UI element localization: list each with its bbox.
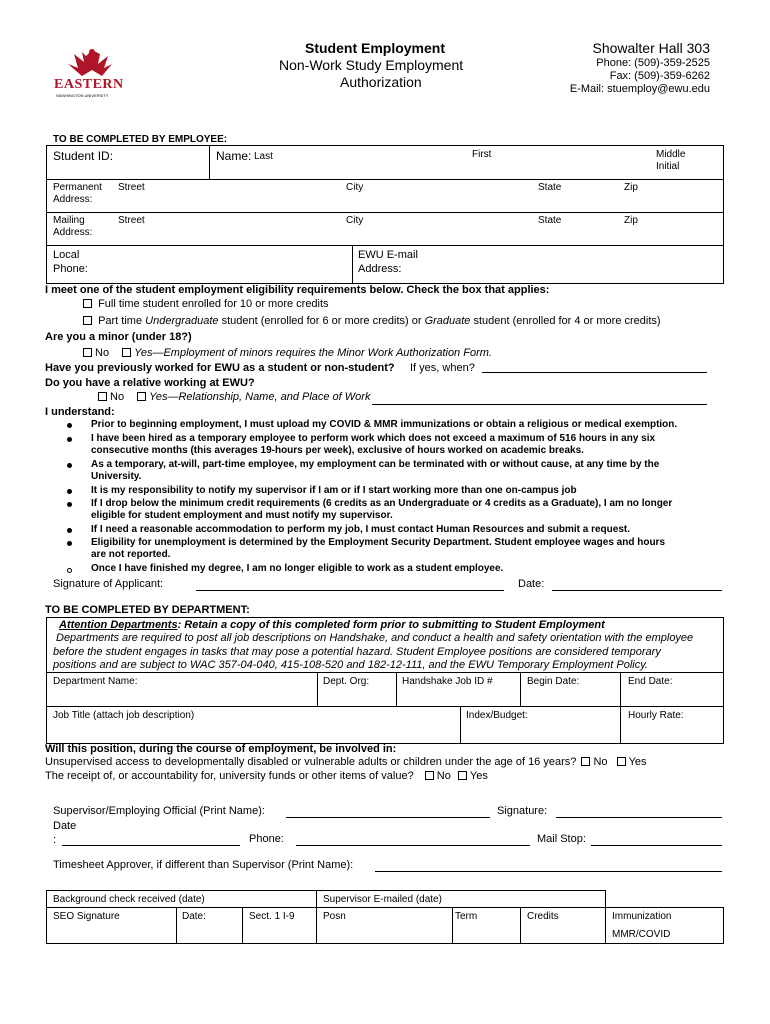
supervisor-name-line[interactable] [286,817,490,818]
office-date-field[interactable]: Date: [182,911,206,922]
understand-heading: I understand: [45,406,115,418]
attention-note [59,619,605,631]
supervisor-date-label: Date [53,820,77,832]
posn-field[interactable]: Posn [323,911,346,922]
previous-work-when-line[interactable] [482,372,707,373]
funds-yes-checkbox[interactable] [458,771,467,780]
point-hours-limit-cont: consecutive months (this averages 19-hours per week), exclusive of hours worked on academic breaks. [91,445,584,456]
timesheet-approver-label: Timesheet Approver, if different than Supervisor (Print Name): [53,859,354,871]
unsupervised-no-label: No [593,756,608,768]
logo-text: EASTERN [54,77,124,92]
last-name-label: Last [254,151,273,162]
part-time-option[interactable] [83,315,661,327]
attention-text: : Retain a copy of this completed form prior to submitting to Student Employment [177,619,605,631]
hourly-rate-field[interactable]: Hourly Rate: [628,710,684,721]
funds-no-label: No [436,770,451,782]
part-time-checkbox[interactable] [83,316,92,325]
point-accommodation: If I need a reasonable accommodation to perform my job, I must contact Human Resources and submit a request. [91,524,631,535]
permanent-address-label: Permanent [53,182,102,193]
supervisor-signature-label: Signature: [497,805,548,817]
permanent-city-label[interactable]: City [346,182,364,193]
mailing-zip-label[interactable]: Zip [624,215,638,226]
immunization-field[interactable]: Immunization [612,911,672,922]
seo-signature-field[interactable]: SEO Signature [53,911,120,922]
bullet [67,489,72,494]
full-time-checkbox[interactable] [83,299,92,308]
relative-details-line[interactable] [372,404,707,405]
point-degree: Once I have finished my degree, I am no longer eligible to work as a student employee. [91,563,504,574]
dept-org-field[interactable]: Dept. Org: [323,676,370,687]
ewu-email-label-2: Address: [358,263,402,275]
student-id-field[interactable]: Student ID: [53,149,114,163]
bullet [67,423,72,428]
office-fax: Fax: (509)-359-6262 [609,70,710,82]
point-immunizations: Prior to beginning employment, I must upload my COVID & MMR immunizations or obtain a religious or medical exemption. [91,419,678,430]
minor-options [83,347,492,359]
eligibility-heading: I meet one of the student employment eligibility requirements below. Check the box that applies: [45,284,550,296]
begin-date-field[interactable]: Begin Date: [527,676,580,687]
supervisor-signature-line[interactable] [556,817,722,818]
relative-no-label: No [110,391,125,403]
department-note-3: positions and are subject to WAC 357-04-040, 415-108-520 and 182-12-111, and the EWU Temporary Employment Policy. [53,659,648,671]
part-time-label: Part time [98,315,146,327]
credits-field[interactable]: Credits [527,911,559,922]
minor-yes-checkbox[interactable] [122,348,131,357]
funds-text: The receipt of, or accountability for, university funds or other items of value? [45,770,414,782]
relative-yes-label: Yes—Relationship, Name, and Place of Work [149,391,371,403]
office-phone: Phone: (509)-359-2525 [596,57,710,69]
bullet [67,541,72,546]
department-note-1: Departments are required to post all job descriptions on Handshake, and conduct a health and safety orientation with the employee [56,632,694,644]
index-budget-field[interactable]: Index/Budget: [466,710,528,721]
part-time-label-mid: student (enrolled for 6 or more credits) or [218,315,425,327]
end-date-field[interactable]: End Date: [628,676,673,687]
funds-yes-label: Yes [469,770,488,782]
supervisor-date-colon: : [53,834,57,846]
relative-question: Do you have a relative working at EWU? [45,377,255,389]
mailing-city-label[interactable]: City [346,215,364,226]
undergraduate-label: Undergraduate [145,315,219,327]
point-unemployment-cont: are not reported. [91,549,171,560]
timesheet-approver-line[interactable] [375,871,722,872]
applicant-date-line[interactable] [552,590,722,591]
bullet [67,568,72,573]
unsupervised-access-text: Unsupervised access to developmentally disabled or vulnerable adults or children under the age of 16 years? [45,756,577,768]
full-time-label: Full time student enrolled for 10 or more credits [98,298,329,310]
ewu-email-label[interactable]: EWU E-mail [358,249,418,261]
department-section-label: TO BE COMPLETED BY DEPARTMENT: [45,604,250,616]
point-unemployment: Eligibility for unemployment is determined by the Employment Security Department. Student employee wages and hours [91,537,665,548]
relative-no-checkbox[interactable] [98,392,107,401]
local-phone-label[interactable]: Local [53,249,80,261]
supervisor-phone-label: Phone: [249,833,284,845]
minor-no-checkbox[interactable] [83,348,92,357]
bullet [67,437,72,442]
mailing-state-label[interactable]: State [538,215,562,226]
supervisor-name-label: Supervisor/Employing Official (Print Name): [53,805,265,817]
middle-label: Middle [656,149,686,160]
office-location: Showalter Hall 303 [592,40,710,56]
supervisor-emailed-field[interactable]: Supervisor E-mailed (date) [323,894,442,905]
mail-stop-label: Mail Stop: [537,833,586,845]
employee-section-label: TO BE COMPLETED BY EMPLOYEE: [53,134,228,145]
local-phone-label-2: Phone: [53,263,88,275]
supervisor-date-line[interactable] [62,845,240,846]
job-title-field[interactable]: Job Title (attach job description) [53,710,195,721]
funds-question [45,770,488,782]
mmr-covid-label: MMR/COVID [612,929,671,940]
name-field[interactable]: Name: [216,149,252,163]
previous-work-question: Have you previously worked for EWU as a student or non-student? [45,362,395,374]
applicant-date-label: Date: [518,578,545,590]
point-credit-requirements-cont: eligible for student employment and must notify my supervisor. [91,510,393,521]
supervisor-phone-line[interactable] [296,845,530,846]
mailing-street-label[interactable]: Street [118,215,145,226]
point-notify-supervisor: It is my responsibility to notify my supervisor if I am or if I start working more than one on-campus job [91,485,577,496]
i9-section-field[interactable]: Sect. 1 I-9 [249,911,295,922]
full-time-option[interactable] [83,298,329,310]
unsupervised-access-question [45,756,647,768]
initial-label: Initial [656,161,680,172]
involved-question: Will this position, during the course of employment, be involved in: [45,743,397,755]
mailing-address-label: Mailing [53,215,85,226]
logo-subtext: WASHINGTON UNIVERSITY [56,93,109,98]
dept-name-field[interactable]: Department Name: [53,676,138,687]
part-time-label-end: student (enrolled for 4 or more credits) [470,315,661,327]
background-check-field[interactable]: Background check received (date) [53,894,205,905]
attention-label: Attention Departments [59,619,178,631]
bullet [67,528,72,533]
graduate-label: Graduate [424,315,471,327]
point-at-will: As a temporary, at-will, part-time employee, my employment can be terminated with or without cause, at any time by the [91,459,660,470]
mail-stop-line[interactable] [591,845,722,846]
point-at-will-cont: University. [91,471,142,482]
applicant-signature-line[interactable] [196,590,504,591]
point-hours-limit: I have been hired as a temporary employee to perform work which does not exceed a maximum of 516 hours in any six [91,433,656,444]
form-subtitle-1: Non-Work Study Employment [279,57,464,73]
minor-yes-label: Yes—Employment of minors requires the Minor Work Authorization Form. [134,347,492,359]
permanent-address-label-2: Address: [53,194,93,205]
office-email: E-Mail: stuemploy@ewu.edu [569,83,710,95]
understand-list [91,419,731,575]
previous-work-when-label: If yes, when? [410,362,475,374]
bullet [67,463,72,468]
permanent-zip-label[interactable]: Zip [624,182,638,193]
form-title: Student Employment [305,40,446,56]
department-note-2: before the student engages in tasks that may pose a potential hazard. Student Employee positions are considered temporary [53,646,661,658]
minor-question: Are you a minor (under 18?) [45,331,192,343]
term-field[interactable]: Term [455,911,478,922]
handshake-id-field[interactable]: Handshake Job ID # [402,676,493,687]
relative-options [98,391,370,403]
minor-no-label: No [95,347,110,359]
funds-no-checkbox[interactable] [425,771,434,780]
mailing-address-label-2: Address: [53,227,93,238]
university-logo [52,44,132,100]
applicant-signature-label: Signature of Applicant: [53,578,164,590]
unsupervised-yes-label: Yes [628,756,647,768]
point-credit-requirements: If I drop below the minimum credit requirements (6 credits as an Undergraduate or 4 credits as a Graduate), I am no longer [91,498,673,509]
bullet [67,502,72,507]
first-name-label: First [472,149,492,160]
form-subtitle-2: Authorization [340,74,422,90]
unsupervised-yes-checkbox[interactable] [617,757,626,766]
relative-yes-checkbox[interactable] [137,392,146,401]
permanent-state-label[interactable]: State [538,182,562,193]
unsupervised-no-checkbox[interactable] [581,757,590,766]
permanent-street-label[interactable]: Street [118,182,145,193]
